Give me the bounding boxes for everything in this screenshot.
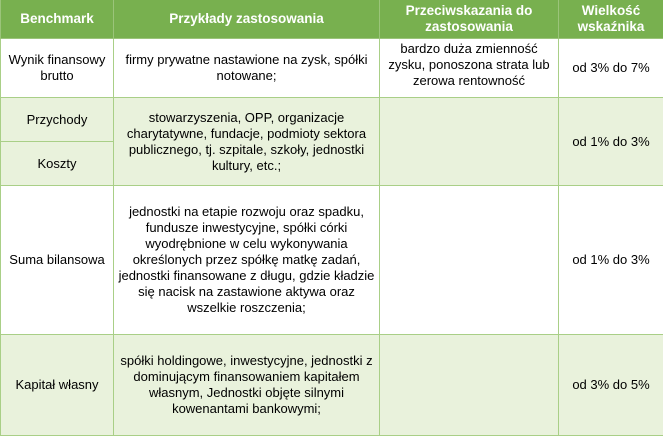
- size-cell: [559, 39, 663, 98]
- benchmark-label: Koszty: [5, 156, 109, 172]
- size-text: od 1% do 3%: [563, 134, 659, 150]
- examples-text: jednostki na etapie rozwoju oraz spadku, fundusze inwestycyjne, spółki córki wyodrębnione w celu wykonywania określonych przez spółkę matkę zadań, jednostki finansowane z długu, gdzie kładzie się nacisk na zastawione aktywa oraz wszelkie roszczenia;: [118, 204, 375, 316]
- size-text: od 3% do 5%: [563, 377, 659, 393]
- table-row: [1, 98, 663, 142]
- benchmark-label: Suma bilansowa: [5, 252, 109, 268]
- contraindications-cell: [380, 186, 559, 335]
- size-text: od 1% do 3%: [563, 252, 659, 268]
- contraindications-cell: [380, 39, 559, 98]
- table-row: [1, 335, 663, 436]
- benchmark-cell: [1, 335, 114, 436]
- examples-text: firmy prywatne nastawione na zysk, spółki notowane;: [118, 52, 375, 84]
- benchmark-label: Przychody: [5, 112, 109, 128]
- header-row: [1, 0, 663, 39]
- table-row: [1, 39, 663, 98]
- benchmark-cell: [1, 186, 114, 335]
- size-cell: [559, 335, 663, 436]
- examples-text: stowarzyszenia, OPP, organizacje charytatywne, fundacje, podmioty sektora publicznego, tj. szpitale, szkoły, jednostki kultury, etc.;: [118, 110, 375, 174]
- benchmark-cell: [1, 142, 114, 186]
- size-cell: [559, 98, 663, 186]
- benchmark-cell: [1, 39, 114, 98]
- examples-cell: [114, 335, 380, 436]
- header-size: Wielkość wskaźnika: [559, 0, 663, 39]
- size-text: od 3% do 7%: [563, 60, 659, 76]
- examples-cell: [114, 39, 380, 98]
- benchmark-label: Kapitał własny: [5, 377, 109, 393]
- size-cell: [559, 186, 663, 335]
- header-examples: Przykłady zastosowania: [114, 0, 380, 39]
- benchmark-cell: [1, 98, 114, 142]
- benchmark-label: Wynik finansowy brutto: [5, 52, 109, 84]
- examples-text: spółki holdingowe, inwestycyjne, jednostki z dominującym finansowaniem kapitałem własnym, Jednostki objęte silnymi kowenantami bankowymi;: [118, 353, 375, 417]
- examples-cell: [114, 186, 380, 335]
- contraindications-cell: [380, 98, 559, 186]
- examples-cell: [114, 98, 380, 186]
- header-benchmark: Benchmark: [1, 0, 114, 39]
- table-row: [1, 186, 663, 335]
- contraindications-text: bardzo duża zmienność zysku, ponoszona strata lub zerowa rentowność: [384, 41, 554, 89]
- header-contraindications: Przeciwskazania do zastosowania: [380, 0, 559, 39]
- contraindications-cell: [380, 335, 559, 436]
